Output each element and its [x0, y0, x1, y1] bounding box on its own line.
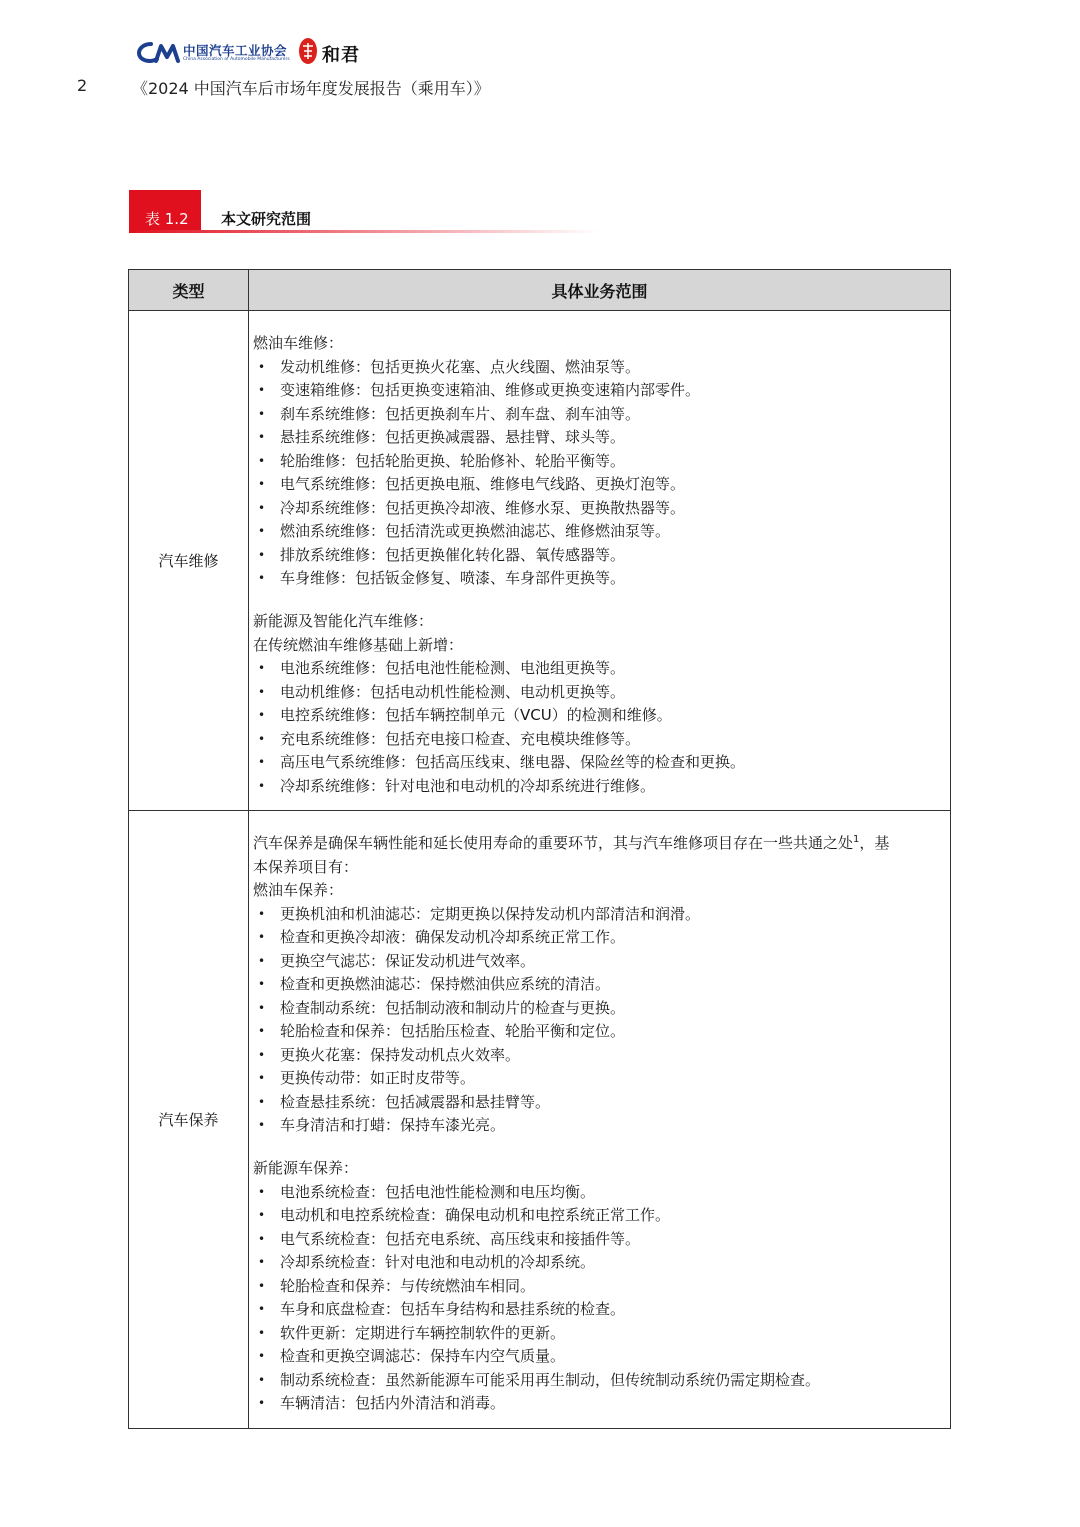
- list-item: • 燃油系统维修：包括清洗或更换燃油滤芯、维修燃油泵等。: [253, 520, 946, 544]
- list-item: • 车辆清洁：包括内外清洁和消毒。: [253, 1392, 946, 1416]
- item-list: [253, 1181, 946, 1416]
- list-item: • 车身维修：包括钣金修复、喷漆、车身部件更换等。: [253, 567, 946, 591]
- list-item: • 发动机维修：包括更换火花塞、点火线圈、燃油泵等。: [253, 356, 946, 380]
- block-heading: 新能源车保养：: [253, 1159, 359, 1177]
- list-item: • 高压电气系统维修：包括高压线束、继电器、保险丝等的检查和更换。: [253, 751, 946, 775]
- list-item: • 电气系统维修：包括更换电瓶、维修电气线路、更换灯泡等。: [253, 473, 946, 497]
- list-item: • 检查制动系统：包括制动液和制动片的检查与更换。: [253, 997, 946, 1021]
- list-item: • 车身和底盘检查：包括车身结构和悬挂系统的检查。: [253, 1298, 946, 1322]
- caption-tag-label: 表 1.2: [145, 210, 189, 228]
- block-heading: 燃油车维修：: [253, 334, 344, 352]
- list-item: • 电控系统维修：包括车辆控制单元（VCU）的检测和维修。: [253, 704, 946, 728]
- hejun-logo-text: 和君: [322, 45, 360, 66]
- block-heading: 燃油车保养：: [253, 881, 344, 899]
- hejun-seal-icon: [298, 37, 318, 65]
- page-number: 2: [77, 76, 88, 95]
- list-item: • 检查和更换空调滤芯：保持车内空气质量。: [253, 1345, 946, 1369]
- caam-logo-text: 中国汽车工业协会: [183, 43, 288, 58]
- block-intro-line2: 本保养项目有：: [253, 857, 359, 876]
- table-header-row: [129, 270, 951, 311]
- list-item: • 制动系统检查：虽然新能源车可能采用再生制动，但传统制动系统仍需定期检查。: [253, 1369, 946, 1393]
- scope-cell-maintenance: [249, 811, 951, 1429]
- list-item: • 轮胎检查和保养：与传统燃油车相同。: [253, 1275, 946, 1299]
- list-item: • 变速箱维修：包括更换变速箱油、维修或更换变速箱内部零件。: [253, 379, 946, 403]
- item-list: [253, 657, 946, 798]
- item-list: [253, 356, 946, 591]
- list-item: • 冷却系统检查：针对电池和电动机的冷却系统。: [253, 1251, 946, 1275]
- list-item: • 充电系统维修：包括充电接口检查、充电模块维修等。: [253, 728, 946, 752]
- list-item: • 轮胎维修：包括轮胎更换、轮胎修补、轮胎平衡等。: [253, 450, 946, 474]
- block-subheading: 在传统燃油车维修基础上新增：: [253, 635, 464, 654]
- research-scope-table: [128, 269, 951, 1429]
- intro-text: 汽车保养是确保车辆性能和延长使用寿命的重要环节，其与汽车维修项目存在一些共通之处: [253, 834, 854, 852]
- type-cell-maintenance: 汽车保养: [129, 811, 249, 1429]
- list-item: • 更换空气滤芯：保证发动机进气效率。: [253, 950, 946, 974]
- hejun-logo: [298, 37, 378, 67]
- header-scope: 具体业务范围: [249, 270, 951, 311]
- intro-text-tail: ，基: [859, 834, 890, 852]
- list-item: • 刹车系统维修：包括更换刹车片、刹车盘、刹车油等。: [253, 403, 946, 427]
- table-row-maintenance: [129, 811, 951, 1429]
- list-item: • 检查和更换冷却液：确保发动机冷却系统正常工作。: [253, 926, 946, 950]
- list-item: • 车身清洁和打蜡：保持车漆光亮。: [253, 1114, 946, 1138]
- list-item: • 电池系统检查：包括电池性能检测和电压均衡。: [253, 1181, 946, 1205]
- list-item: • 冷却系统维修：针对电池和电动机的冷却系统进行维修。: [253, 775, 946, 799]
- list-item: • 更换火花塞：保持发动机点火效率。: [253, 1044, 946, 1068]
- list-item: • 悬挂系统维修：包括更换减震器、悬挂臂、球头等。: [253, 426, 946, 450]
- table-caption: [129, 190, 609, 242]
- header-type: 类型: [129, 270, 249, 311]
- caption-title: 本文研究范围: [221, 210, 312, 228]
- type-cell-repair: 汽车维修: [129, 311, 249, 811]
- list-item: • 冷却系统维修：包括更换冷却液、维修水泵、更换散热器等。: [253, 497, 946, 521]
- list-item: • 检查悬挂系统：包括减震器和悬挂臂等。: [253, 1091, 946, 1115]
- list-item: • 轮胎检查和保养：包括胎压检查、轮胎平衡和定位。: [253, 1020, 946, 1044]
- list-item: • 电气系统检查：包括充电系统、高压线束和接插件等。: [253, 1228, 946, 1252]
- page-header: [0, 0, 1080, 110]
- list-item: • 电动机维修：包括电动机性能检测、电动机更换等。: [253, 681, 946, 705]
- caam-logo-english: China Association of Automobile Manufacturers: [183, 57, 290, 62]
- report-title: 《2024 中国汽车后市场年度发展报告（乘用车）》: [132, 79, 490, 98]
- caption-tag: [129, 190, 201, 230]
- list-item: • 检查和更换燃油滤芯：保持燃油供应系统的清洁。: [253, 973, 946, 997]
- list-item: • 更换传动带：如正时皮带等。: [253, 1067, 946, 1091]
- footnote-marker[interactable]: 1: [853, 834, 860, 845]
- list-item: • 更换机油和机油滤芯：定期更换以保持发动机内部清洁和润滑。: [253, 903, 946, 927]
- block-heading: 新能源及智能化汽车维修：: [253, 612, 434, 630]
- scope-cell-repair: [249, 311, 951, 811]
- block-intro: [253, 832, 946, 856]
- caption-underline: [129, 230, 599, 233]
- list-item: • 电池系统维修：包括电池性能检测、电池组更换等。: [253, 657, 946, 681]
- item-list: [253, 903, 946, 1138]
- list-item: • 电动机和电控系统检查：确保电动机和电控系统正常工作。: [253, 1204, 946, 1228]
- caam-logo-mark-icon: [137, 40, 181, 64]
- table-row-repair: [129, 311, 951, 811]
- caam-logo: [137, 38, 290, 68]
- list-item: • 软件更新：定期进行车辆控制软件的更新。: [253, 1322, 946, 1346]
- list-item: • 排放系统维修：包括更换催化转化器、氧传感器等。: [253, 544, 946, 568]
